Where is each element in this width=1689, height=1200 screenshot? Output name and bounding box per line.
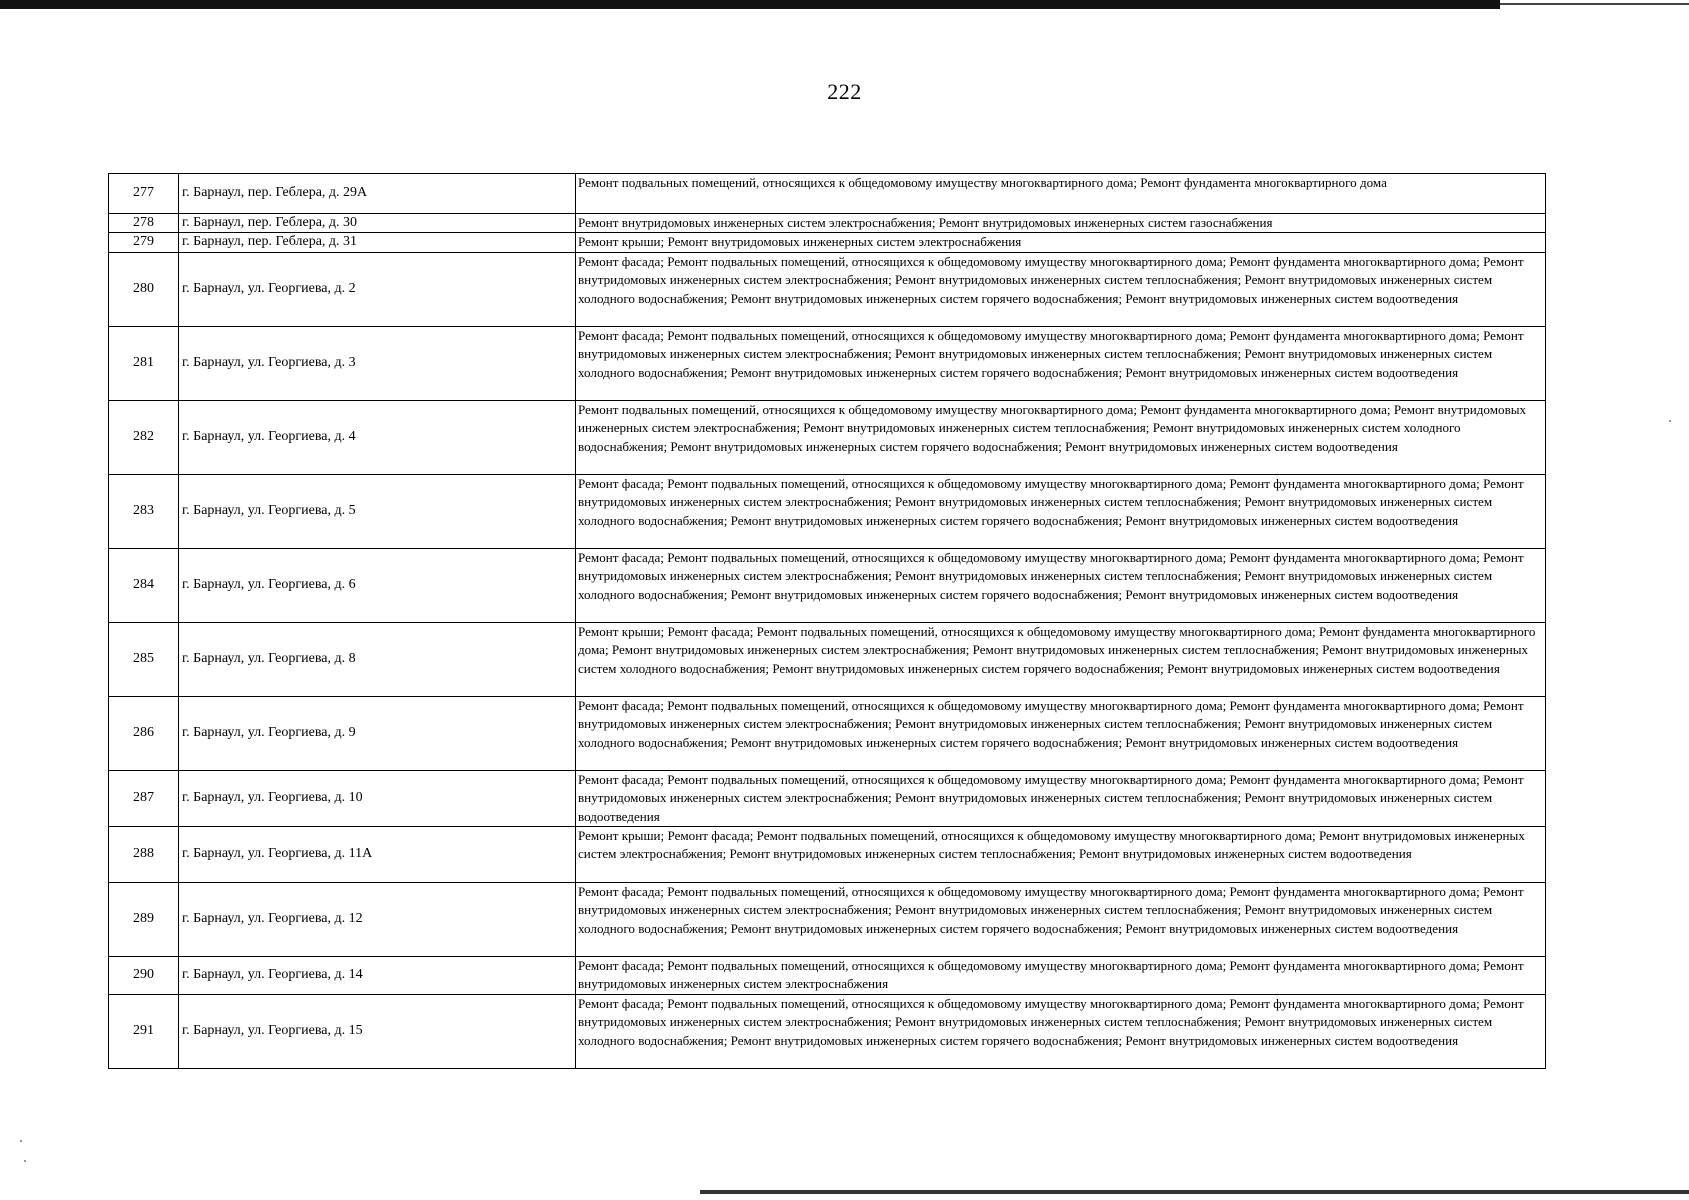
table-row: [109, 474, 1546, 548]
row-number: 288: [109, 827, 179, 883]
table-row: [109, 233, 1546, 252]
row-address: г. Барнаул, ул. Георгиева, д. 8: [179, 622, 576, 696]
scan-speck: [20, 1140, 22, 1142]
row-works: Ремонт крыши; Ремонт внутридомовых инженерных систем электроснабжения: [576, 233, 1546, 252]
row-number: 287: [109, 770, 179, 826]
row-address: г. Барнаул, ул. Георгиева, д. 4: [179, 400, 576, 474]
row-works: Ремонт фасада; Ремонт подвальных помещений, относящихся к общедомовому имуществу многоквартирного дома; Ремонт фундамента многоквартирного дома; Ремонт внутридомовых инженерных систем электроснабжения; Ремонт внутридомовых инженерных систем теплоснабжения; Ремонт внутридомовых инженерных систем холодного водоснабжения; Ремонт внутридомовых инженерных систем горячего водоснабжения; Ремонт внутридомовых инженерных систем водоотведения: [576, 474, 1546, 548]
row-works: Ремонт крыши; Ремонт фасада; Ремонт подвальных помещений, относящихся к общедомовому имуществу многоквартирного дома; Ремонт внутридомовых инженерных систем электроснабжения; Ремонт внутридомовых инженерных систем теплоснабжения; Ремонт внутридомовых инженерных систем водоотведения: [576, 827, 1546, 883]
row-address: г. Барнаул, ул. Георгиева, д. 15: [179, 995, 576, 1069]
row-address: г. Барнаул, ул. Георгиева, д. 6: [179, 548, 576, 622]
row-address: г. Барнаул, ул. Георгиева, д. 2: [179, 252, 576, 326]
row-works: Ремонт внутридомовых инженерных систем электроснабжения; Ремонт внутридомовых инженерных систем газоснабжения: [576, 214, 1546, 233]
row-works: Ремонт фасада; Ремонт подвальных помещений, относящихся к общедомовому имуществу многоквартирного дома; Ремонт фундамента многоквартирного дома; Ремонт внутридомовых инженерных систем электроснабжения; Ремонт внутридомовых инженерных систем теплоснабжения; Ремонт внутридомовых инженерных систем водоотведения: [576, 770, 1546, 826]
table-row: [109, 548, 1546, 622]
scan-top-border-thin: [1500, 3, 1689, 5]
row-works: Ремонт фасада; Ремонт подвальных помещений, относящихся к общедомовому имуществу многоквартирного дома; Ремонт фундамента многоквартирного дома; Ремонт внутридомовых инженерных систем электроснабжения; Ремонт внутридомовых инженерных систем теплоснабжения; Ремонт внутридомовых инженерных систем холодного водоснабжения; Ремонт внутридомовых инженерных систем горячего водоснабжения; Ремонт внутридомовых инженерных систем водоотведения: [576, 326, 1546, 400]
table-row: [109, 957, 1546, 995]
table-row: [109, 214, 1546, 233]
row-address: г. Барнаул, ул. Георгиева, д. 3: [179, 326, 576, 400]
row-address: г. Барнаул, ул. Георгиева, д. 9: [179, 696, 576, 770]
row-number: 290: [109, 957, 179, 995]
table-row: [109, 174, 1546, 214]
row-address: г. Барнаул, пер. Геблера, д. 29А: [179, 174, 576, 214]
row-works: Ремонт подвальных помещений, относящихся к общедомовому имуществу многоквартирного дома; Ремонт фундамента многоквартирного дома: [576, 174, 1546, 214]
row-number: 291: [109, 995, 179, 1069]
table-row: [109, 883, 1546, 957]
row-number: 285: [109, 622, 179, 696]
row-address: г. Барнаул, ул. Георгиева, д. 5: [179, 474, 576, 548]
row-address: г. Барнаул, ул. Георгиева, д. 14: [179, 957, 576, 995]
row-number: 282: [109, 400, 179, 474]
row-works: Ремонт фасада; Ремонт подвальных помещений, относящихся к общедомовому имуществу многоквартирного дома; Ремонт фундамента многоквартирного дома; Ремонт внутридомовых инженерных систем электроснабжения; Ремонт внутридомовых инженерных систем теплоснабжения; Ремонт внутридомовых инженерных систем холодного водоснабжения; Ремонт внутридомовых инженерных систем горячего водоснабжения; Ремонт внутридомовых инженерных систем водоотведения: [576, 252, 1546, 326]
repair-register-table: [108, 173, 1546, 1069]
table-row: [109, 252, 1546, 326]
row-address: г. Барнаул, ул. Георгиева, д. 12: [179, 883, 576, 957]
row-number: 281: [109, 326, 179, 400]
row-works: Ремонт фасада; Ремонт подвальных помещений, относящихся к общедомовому имуществу многоквартирного дома; Ремонт фундамента многоквартирного дома; Ремонт внутридомовых инженерных систем электроснабжения; Ремонт внутридомовых инженерных систем теплоснабжения; Ремонт внутридомовых инженерных систем холодного водоснабжения; Ремонт внутридомовых инженерных систем горячего водоснабжения; Ремонт внутридомовых инженерных систем водоотведения: [576, 995, 1546, 1069]
table-row: [109, 770, 1546, 826]
row-number: 286: [109, 696, 179, 770]
row-address: г. Барнаул, пер. Геблера, д. 30: [179, 214, 576, 233]
row-address: г. Барнаул, ул. Георгиева, д. 10: [179, 770, 576, 826]
row-number: 280: [109, 252, 179, 326]
row-works: Ремонт крыши; Ремонт фасада; Ремонт подвальных помещений, относящихся к общедомовому имуществу многоквартирного дома; Ремонт фундамента многоквартирного дома; Ремонт внутридомовых инженерных систем электроснабжения; Ремонт внутридомовых инженерных систем теплоснабжения; Ремонт внутридомовых инженерных систем холодного водоснабжения; Ремонт внутридомовых инженерных систем горячего водоснабжения; Ремонт внутридомовых инженерных систем водоотведения: [576, 622, 1546, 696]
table-row: [109, 827, 1546, 883]
page-number: 222: [827, 79, 862, 104]
row-address: г. Барнаул, ул. Георгиева, д. 11А: [179, 827, 576, 883]
scan-speck: [24, 1160, 26, 1162]
row-number: 284: [109, 548, 179, 622]
table-row: [109, 622, 1546, 696]
table-row: [109, 400, 1546, 474]
row-number: 279: [109, 233, 179, 252]
scan-bottom-border: [700, 1190, 1689, 1194]
row-number: 289: [109, 883, 179, 957]
row-address: г. Барнаул, пер. Геблера, д. 31: [179, 233, 576, 252]
row-works: Ремонт фасада; Ремонт подвальных помещений, относящихся к общедомовому имуществу многоквартирного дома; Ремонт фундамента многоквартирного дома; Ремонт внутридомовых инженерных систем электроснабжения; Ремонт внутридомовых инженерных систем теплоснабжения; Ремонт внутридомовых инженерных систем холодного водоснабжения; Ремонт внутридомовых инженерных систем горячего водоснабжения; Ремонт внутридомовых инженерных систем водоотведения: [576, 548, 1546, 622]
scan-top-border: [0, 0, 1500, 9]
row-works: Ремонт фасада; Ремонт подвальных помещений, относящихся к общедомовому имуществу многоквартирного дома; Ремонт фундамента многоквартирного дома; Ремонт внутридомовых инженерных систем электроснабжения; Ремонт внутридомовых инженерных систем теплоснабжения; Ремонт внутридомовых инженерных систем холодного водоснабжения; Ремонт внутридомовых инженерных систем горячего водоснабжения; Ремонт внутридомовых инженерных систем водоотведения: [576, 883, 1546, 957]
row-number: 278: [109, 214, 179, 233]
row-number: 283: [109, 474, 179, 548]
table-row: [109, 995, 1546, 1069]
row-works: Ремонт фасада; Ремонт подвальных помещений, относящихся к общедомовому имуществу многоквартирного дома; Ремонт фундамента многоквартирного дома; Ремонт внутридомовых инженерных систем электроснабжения; Ремонт внутридомовых инженерных систем теплоснабжения; Ремонт внутридомовых инженерных систем холодного водоснабжения; Ремонт внутридомовых инженерных систем горячего водоснабжения; Ремонт внутридомовых инженерных систем водоотведения: [576, 696, 1546, 770]
row-works: Ремонт фасада; Ремонт подвальных помещений, относящихся к общедомовому имуществу многоквартирного дома; Ремонт фундамента многоквартирного дома; Ремонт внутридомовых инженерных систем электроснабжения: [576, 957, 1546, 995]
table-row: [109, 696, 1546, 770]
row-works: Ремонт подвальных помещений, относящихся к общедомовому имуществу многоквартирного дома; Ремонт фундамента многоквартирного дома; Ремонт внутридомовых инженерных систем электроснабжения; Ремонт внутридомовых инженерных систем теплоснабжения; Ремонт внутридомовых инженерных систем холодного водоснабжения; Ремонт внутридомовых инженерных систем горячего водоснабжения; Ремонт внутридомовых инженерных систем водоотведения: [576, 400, 1546, 474]
row-number: 277: [109, 174, 179, 214]
table-row: [109, 326, 1546, 400]
scan-speck: [1669, 420, 1671, 422]
